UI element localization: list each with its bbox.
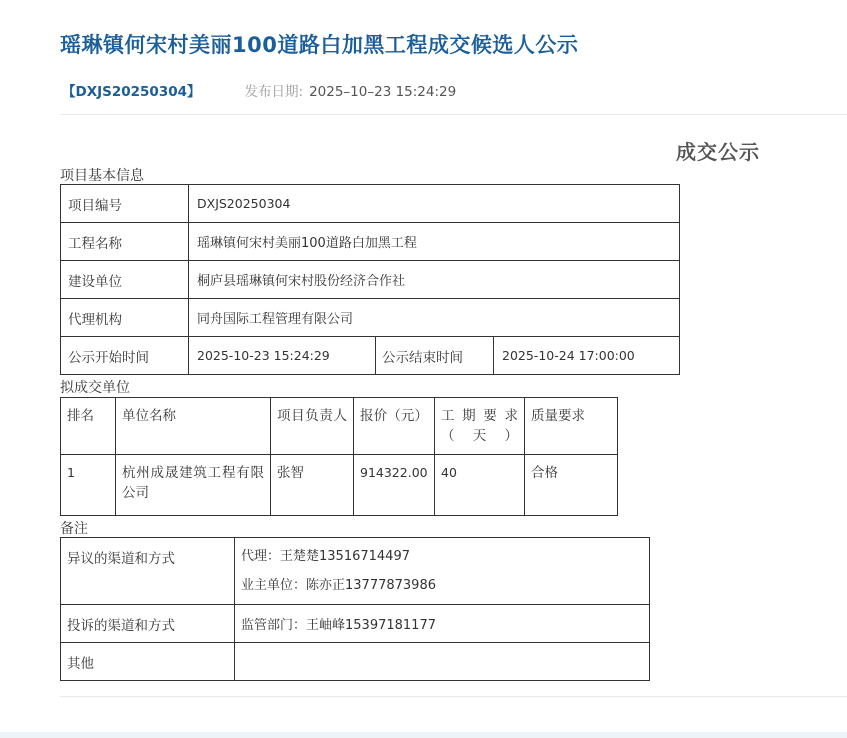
footer-band <box>0 732 847 738</box>
table-row <box>61 261 680 299</box>
col-header-manager: 项目负责人 <box>271 398 354 455</box>
table-header-row <box>61 398 618 455</box>
company-cell: 杭州成晟建筑工程有限公司 <box>116 455 271 516</box>
end-time-label: 公示结束时间 <box>376 337 494 375</box>
other-label: 其他 <box>61 643 235 681</box>
table-row <box>61 223 680 261</box>
project-code: 【DXJS20250304】 <box>62 84 201 100</box>
section-label-remarks: 备注 <box>60 521 88 537</box>
project-no-value: DXJS20250304 <box>189 185 680 223</box>
table-row <box>61 605 650 643</box>
col-header-price: 报价（元） <box>354 398 435 455</box>
page-title: 瑶琳镇何宋村美丽100道路白加黑工程成交候选人公示 <box>60 33 579 57</box>
project-name-label: 工程名称 <box>61 223 189 261</box>
objection-label: 异议的渠道和方式 <box>61 538 235 605</box>
owner-value: 桐庐县瑶琳镇何宋村股份经济合作社 <box>189 261 680 299</box>
period-cell: 40 <box>435 455 525 516</box>
manager-cell: 张智 <box>271 455 354 516</box>
notice-heading: 成交公示 <box>676 140 760 164</box>
complaint-label: 投诉的渠道和方式 <box>61 605 235 643</box>
meta-line <box>62 80 456 100</box>
end-time-value: 2025-10-24 17:00:00 <box>494 337 680 375</box>
divider-top <box>60 114 847 115</box>
table-row <box>61 299 680 337</box>
rank-cell: 1 <box>61 455 116 516</box>
col-header-quality: 质量要求 <box>525 398 618 455</box>
col-header-rank: 排名 <box>61 398 116 455</box>
table-row <box>61 538 650 605</box>
price-cell: 914322.00 <box>354 455 435 516</box>
table-row <box>61 643 650 681</box>
complaint-contact: 监管部门：王岫峰15397181177 <box>235 605 650 643</box>
section-label-winner: 拟成交单位 <box>60 380 130 396</box>
objection-owner-contact: 业主单位：陈亦正13777873986 <box>241 578 436 593</box>
start-time-label: 公示开始时间 <box>61 337 189 375</box>
publish-date-value: 2025–10–23 15:24:29 <box>309 84 457 100</box>
owner-label: 建设单位 <box>61 261 189 299</box>
agent-value: 同舟国际工程管理有限公司 <box>189 299 680 337</box>
table-row <box>61 455 618 516</box>
winner-table <box>60 397 618 516</box>
project-no-label: 项目编号 <box>61 185 189 223</box>
basic-info-table <box>60 184 680 375</box>
divider-bottom <box>60 696 847 697</box>
table-row <box>61 185 680 223</box>
other-value <box>235 643 650 681</box>
col-header-company: 单位名称 <box>116 398 271 455</box>
agent-label: 代理机构 <box>61 299 189 337</box>
remarks-table <box>60 537 650 681</box>
col-header-period: 工期要求（天） <box>435 398 525 455</box>
start-time-value: 2025-10-23 15:24:29 <box>189 337 376 375</box>
quality-cell: 合格 <box>525 455 618 516</box>
objection-contacts <box>235 538 650 605</box>
objection-agent-contact: 代理：王楚楚13516714497 <box>241 549 410 564</box>
project-name-value: 瑶琳镇何宋村美丽100道路白加黑工程 <box>189 223 680 261</box>
publish-date-label: 发布日期: <box>244 84 304 100</box>
section-label-basic: 项目基本信息 <box>60 168 144 184</box>
table-row <box>61 337 680 375</box>
